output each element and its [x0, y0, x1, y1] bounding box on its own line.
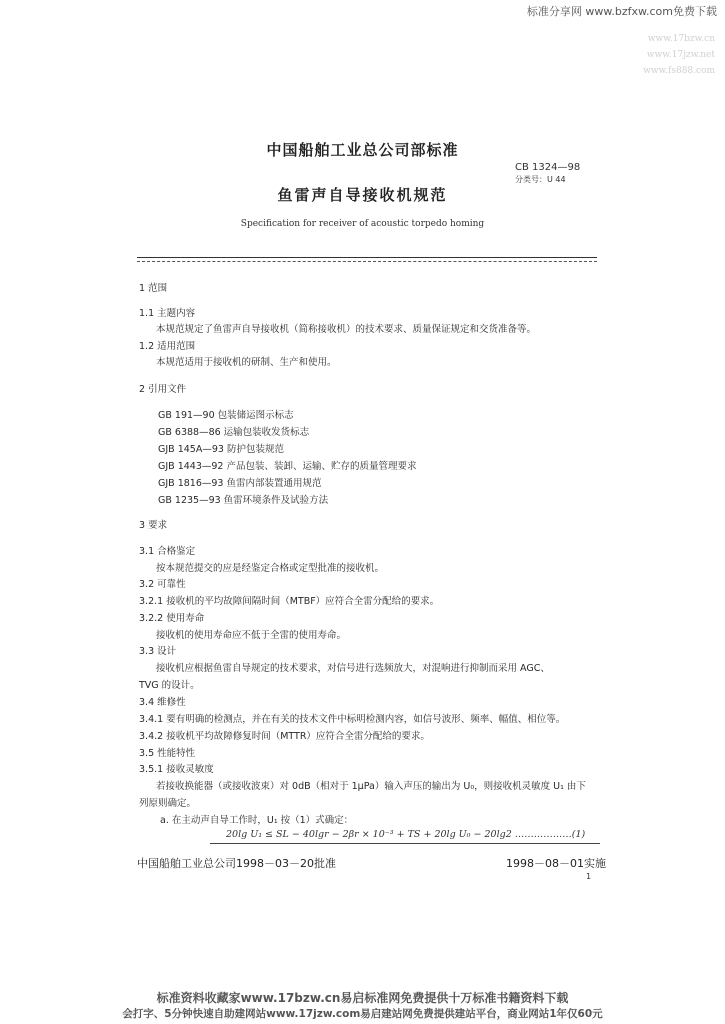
organization-heading: 中国船舶工业总公司部标准 [266, 141, 459, 159]
paragraph-line: 3.4.2 接收机平均故障修复时间（MTTR）应符合全雷分配给的要求。 [139, 731, 430, 742]
subsection-heading: 3.5 性能特性 [139, 748, 196, 759]
standard-number: CB 1324—98 [515, 162, 581, 173]
paragraph-line: 3.4.1 要有明确的检测点，并在有关的技术文件中标明检测内容，如信号波形、频率、幅值、相位等。 [139, 714, 566, 725]
subsection-heading: 3.2.2 使用寿命 [139, 613, 205, 624]
subsection-heading: 1.2 适用范围 [139, 341, 196, 352]
watermark-faint-2: www.17jzw.net [646, 50, 715, 60]
page-number: 1 [586, 872, 592, 881]
paragraph-line: 本规范规定了鱼雷声自导接收机（简称接收机）的技术要求、质量保证规定和交货准备等。 [156, 324, 537, 335]
paragraph-line: 按本规范提交的应是经鉴定合格或定型批准的接收机。 [156, 563, 385, 574]
subsection-heading: 3.5.1 接收灵敏度 [139, 764, 214, 775]
section-heading: 3 要求 [139, 520, 168, 531]
document-title-english: Specification for receiver of acoustic torpedo homing [240, 219, 485, 229]
paragraph-line: TVG 的设计。 [139, 680, 200, 691]
section-heading: 2 引用文件 [139, 384, 187, 395]
reference-item: GB 1235—93 鱼雷环境条件及试验方法 [158, 495, 329, 506]
class-number: 分类号：U 44 [515, 175, 566, 184]
header-divider-dashed [137, 261, 597, 262]
paragraph-line: 3.2.1 接收机的平均故障间隔时间（MTBF）应符合全雷分配给的要求。 [139, 596, 440, 607]
watermark-faint-3: www.fs888.com [643, 66, 715, 76]
subsection-heading: 1.1 主题内容 [139, 308, 196, 319]
watermark-top-right: 标准分享网 www.bzfxw.com免费下载 [526, 5, 717, 18]
paragraph-line: 接收机应根据鱼雷自导规定的技术要求，对信号进行选频放大，对混响进行抑制而采用 AGC、 [156, 663, 550, 674]
approval-date: 中国船舶工业总公司1998－03－20批准 [137, 857, 336, 870]
paragraph-line: 本规范适用于接收机的研制、生产和使用。 [156, 357, 337, 368]
subsection-heading: 3.2 可靠性 [139, 579, 186, 590]
subsection-heading: 3.4 维修性 [139, 697, 186, 708]
footer-divider [210, 843, 600, 844]
header-divider [137, 257, 597, 258]
subsection-heading: 3.1 合格鉴定 [139, 546, 196, 557]
reference-item: GJB 145A—93 防护包装规范 [158, 444, 284, 455]
standard-number-block [515, 162, 580, 186]
reference-item: GJB 1443—92 产品包装、装卸、运输、贮存的质量管理要求 [158, 461, 417, 472]
watermark-bottom-2: 会打字、5分钟快速自助建网站www.17jzw.com易启建站网免费提供建站平台，商业网站1年仅60元 [122, 1008, 603, 1020]
subsection-heading: 3.3 设计 [139, 646, 177, 657]
section-heading: 1 范围 [139, 283, 168, 294]
document-title: 鱼雷声自导接收机规范 [277, 186, 448, 204]
watermark-bottom-1: 标准资料收藏家www.17bzw.cn易启标准网免费提供十万标准书籍资料下载 [156, 991, 569, 1005]
reference-item: GJB 1816—93 鱼雷内部装置通用规范 [158, 478, 322, 489]
paragraph-line: a. 在主动声自导工作时，U₁ 按（1）式确定： [160, 815, 354, 826]
formula-1: 20lg U₁ ≤ SL − 40lgr − 2βr × 10⁻³ + TS + 20lg U₀ − 20lg2 ………………(1) [226, 829, 586, 840]
paragraph-line: 列原则确定。 [139, 798, 197, 809]
effective-date: 1998－08－01实施 [506, 857, 606, 870]
reference-item: GB 191—90 包装储运图示标志 [158, 410, 294, 421]
paragraph-line: 若接收换能器（或接收波束）对 0dB（相对于 1μPa）输入声压的输出为 U₀，则接收机灵敏度 U₁ 由下 [156, 781, 586, 792]
watermark-faint-1: www.17bzw.cn [647, 34, 715, 44]
paragraph-line: 接收机的使用寿命应不低于全雷的使用寿命。 [156, 630, 347, 641]
reference-item: GB 6388—86 运输包装收发货标志 [158, 427, 310, 438]
